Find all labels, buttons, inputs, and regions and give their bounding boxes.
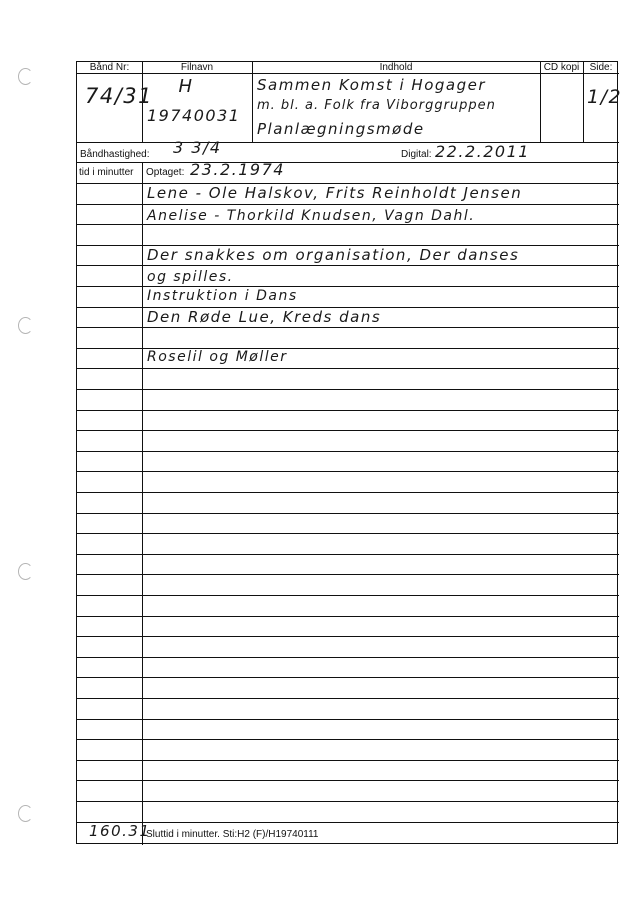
row-line	[77, 327, 619, 328]
row-line	[77, 677, 619, 678]
row-line	[77, 719, 619, 720]
row-line	[77, 430, 619, 431]
divider	[583, 62, 584, 142]
row-line	[77, 739, 619, 740]
indhold-line-2: m. bl. a. Folk fra Viborggruppen	[257, 98, 496, 113]
side-value: 1/2	[587, 86, 623, 108]
row-line	[77, 142, 619, 143]
row-line	[77, 265, 619, 266]
header-indhold: Indhold	[252, 62, 540, 74]
row-line	[77, 616, 619, 617]
band-nr-value: 74/31	[85, 84, 154, 108]
row-line	[77, 162, 619, 163]
row-line	[77, 224, 619, 225]
row-line	[77, 471, 619, 472]
content-line-7: Roselil og Møller	[147, 349, 288, 365]
bandhastighed-label: Båndhastighed:	[80, 149, 150, 160]
record-form	[76, 61, 623, 844]
punch-hole	[18, 805, 33, 822]
punch-hole	[18, 563, 33, 580]
time-column-divider	[142, 162, 143, 845]
row-line	[77, 368, 619, 369]
row-line	[77, 451, 619, 452]
row-line	[77, 574, 619, 575]
header-filnavn: Filnavn	[142, 62, 252, 74]
header-band-nr: Bånd Nr:	[77, 62, 142, 74]
row-line	[77, 410, 619, 411]
bandhastighed-value: 3 3/4	[173, 138, 222, 157]
filnavn-prefix: H	[178, 76, 194, 97]
indhold-line-1: Sammen Komst i Hogager	[257, 76, 487, 94]
row-line	[77, 801, 619, 802]
end-time-value: 160.31	[89, 822, 151, 840]
optaget-value: 23.2.1974	[190, 160, 285, 179]
indhold-line-3: Planlægningsmøde	[257, 120, 425, 138]
row-line	[77, 760, 619, 761]
content-line-1: Lene - Ole Halskov, Frits Reinholdt Jensen	[147, 184, 523, 202]
row-line	[77, 389, 619, 390]
content-line-4: og spilles.	[147, 269, 234, 285]
divider	[540, 62, 541, 142]
digital-label: Digital:	[401, 149, 432, 160]
filnavn-value: 19740031	[147, 106, 241, 125]
tid-label: tid i minutter	[79, 167, 134, 178]
row-line	[77, 780, 619, 781]
header-cd-kopi: CD kopi	[540, 62, 583, 74]
divider	[252, 62, 253, 142]
content-line-2: Anelise - Thorkild Knudsen, Vagn Dahl.	[147, 208, 476, 224]
row-line	[77, 492, 619, 493]
row-line	[77, 554, 619, 555]
row-line	[77, 533, 619, 534]
header-side: Side:	[583, 62, 619, 74]
punch-hole	[18, 68, 33, 85]
content-line-6: Den Røde Lue, Kreds dans	[147, 308, 382, 326]
punch-hole	[18, 317, 33, 334]
sluttid-text: Sluttid i minutter. Sti:H2 (F)/H19740111	[146, 829, 319, 840]
row-line	[77, 204, 619, 205]
row-line	[77, 822, 619, 823]
content-line-3: Der snakkes om organisation, Der danses	[147, 246, 520, 264]
digital-value: 22.2.2011	[435, 142, 530, 161]
row-line	[77, 595, 619, 596]
optaget-label: Optaget:	[146, 167, 185, 178]
row-line	[77, 286, 619, 287]
row-line	[77, 513, 619, 514]
row-line	[77, 636, 619, 637]
row-line	[77, 698, 619, 699]
row-line	[77, 657, 619, 658]
content-line-5: Instruktion i Dans	[147, 288, 298, 304]
